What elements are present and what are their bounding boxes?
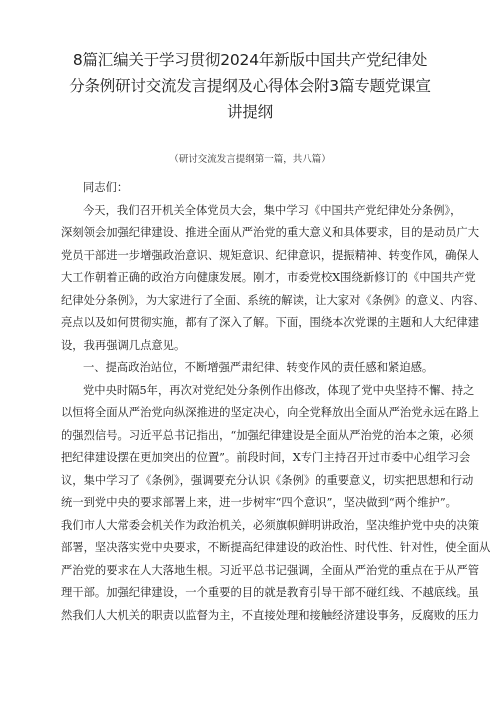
section-heading: 一、提高政治站位，不断增强严肃纪律、转变作风的责任感和紧迫感。 <box>83 361 434 374</box>
paragraph-line: 党员干部进一步增强政治意识、规矩意识、纪律意识，提振精神、转变作风，确保人 <box>61 248 479 262</box>
paragraph-line: 的强烈信号。习近平总书记指出，“加强纪律建设是全面从严治党的治本之策，必须 <box>61 428 474 442</box>
paragraph-line: 把纪律建设摆在更加突出的位置”。前段时间，X专门主持召开过市委中心组学习会 <box>61 451 471 464</box>
paragraph-line: 今天，我们召开机关全体党员大会，集中学习《中国共产党纪律处分条例》， <box>83 203 462 217</box>
paragraph-line: 部署，坚决落实党中央要求，不断提高纪律建设的政治性、时代性、针对性，使全面从 <box>61 541 491 554</box>
salutation-line: 同志们： <box>83 181 129 194</box>
paragraph-line: 我们市人大常委会机关作为政治机关，必须旗帜鲜明讲政治，坚决维护党中央的决策 <box>61 518 479 532</box>
paragraph-line: 严治党的要求在人大落地生根。习近平总书记强调，全面从严治党的重点在于从严管 <box>61 563 479 577</box>
paragraph-line: 亮点以及如何贯彻实施，都有了深入了解。下面，围绕本次党课的主题和人大纪律建 <box>61 316 479 329</box>
paragraph-line: 议，集中学习了《条例》，强调要充分认识《条例》的重要意义，切实把思想和行动 <box>61 473 474 487</box>
document-body <box>61 177 491 627</box>
title-line: 分条例研讨交流发言提纲及心得体会附3篇专题党课宣 <box>69 77 431 95</box>
title-line: 8篇汇编关于学习贯彻2024年新版中国共产党纪律处 <box>72 51 428 69</box>
paragraph-line: 深刻领会加强纪律建设、推进全面从严治党的重大意义和具体要求，目的是动员广大 <box>61 226 479 239</box>
paragraph-line: 设，我再强调几点意见。 <box>61 338 186 352</box>
paragraph-line: 大工作朝着正确的政治方向健康发展。刚才，市委党校X围绕新修订的《中国共产党 <box>61 271 476 284</box>
title-line: 讲提纲 <box>227 103 273 121</box>
paragraph-line: 然我们人大机关的职责以监督为主，不直接处理和接触经济建设事务，反腐败的压力 <box>61 608 479 622</box>
document-title <box>60 47 440 125</box>
paragraph-line: 纪律处分条例》，为大家进行了全面、系统的解读，让大家对《条例》的意义、内容、 <box>61 293 485 307</box>
paragraph-line: 理干部。加强纪律建设，一个重要的目的就是教育引导干部不碰红线、不越底线。虽 <box>61 586 479 599</box>
paragraph-line: 以恒将全面从严治党向纵深推进的坚定决心，向全党释放出全面从严治党永远在路上 <box>61 406 479 419</box>
document-subtitle: （研讨交流发言提纲第一篇，共八篇） <box>169 154 331 165</box>
paragraph-line: 统一到党中央的要求部署上来，进一步树牢“四个意识”，坚决做到“两个维护”。 <box>61 496 457 509</box>
paragraph-line: 党中央时隔5年，再次对党纪处分条例作出修改，体现了党中央坚持不懈、持之 <box>83 383 475 397</box>
